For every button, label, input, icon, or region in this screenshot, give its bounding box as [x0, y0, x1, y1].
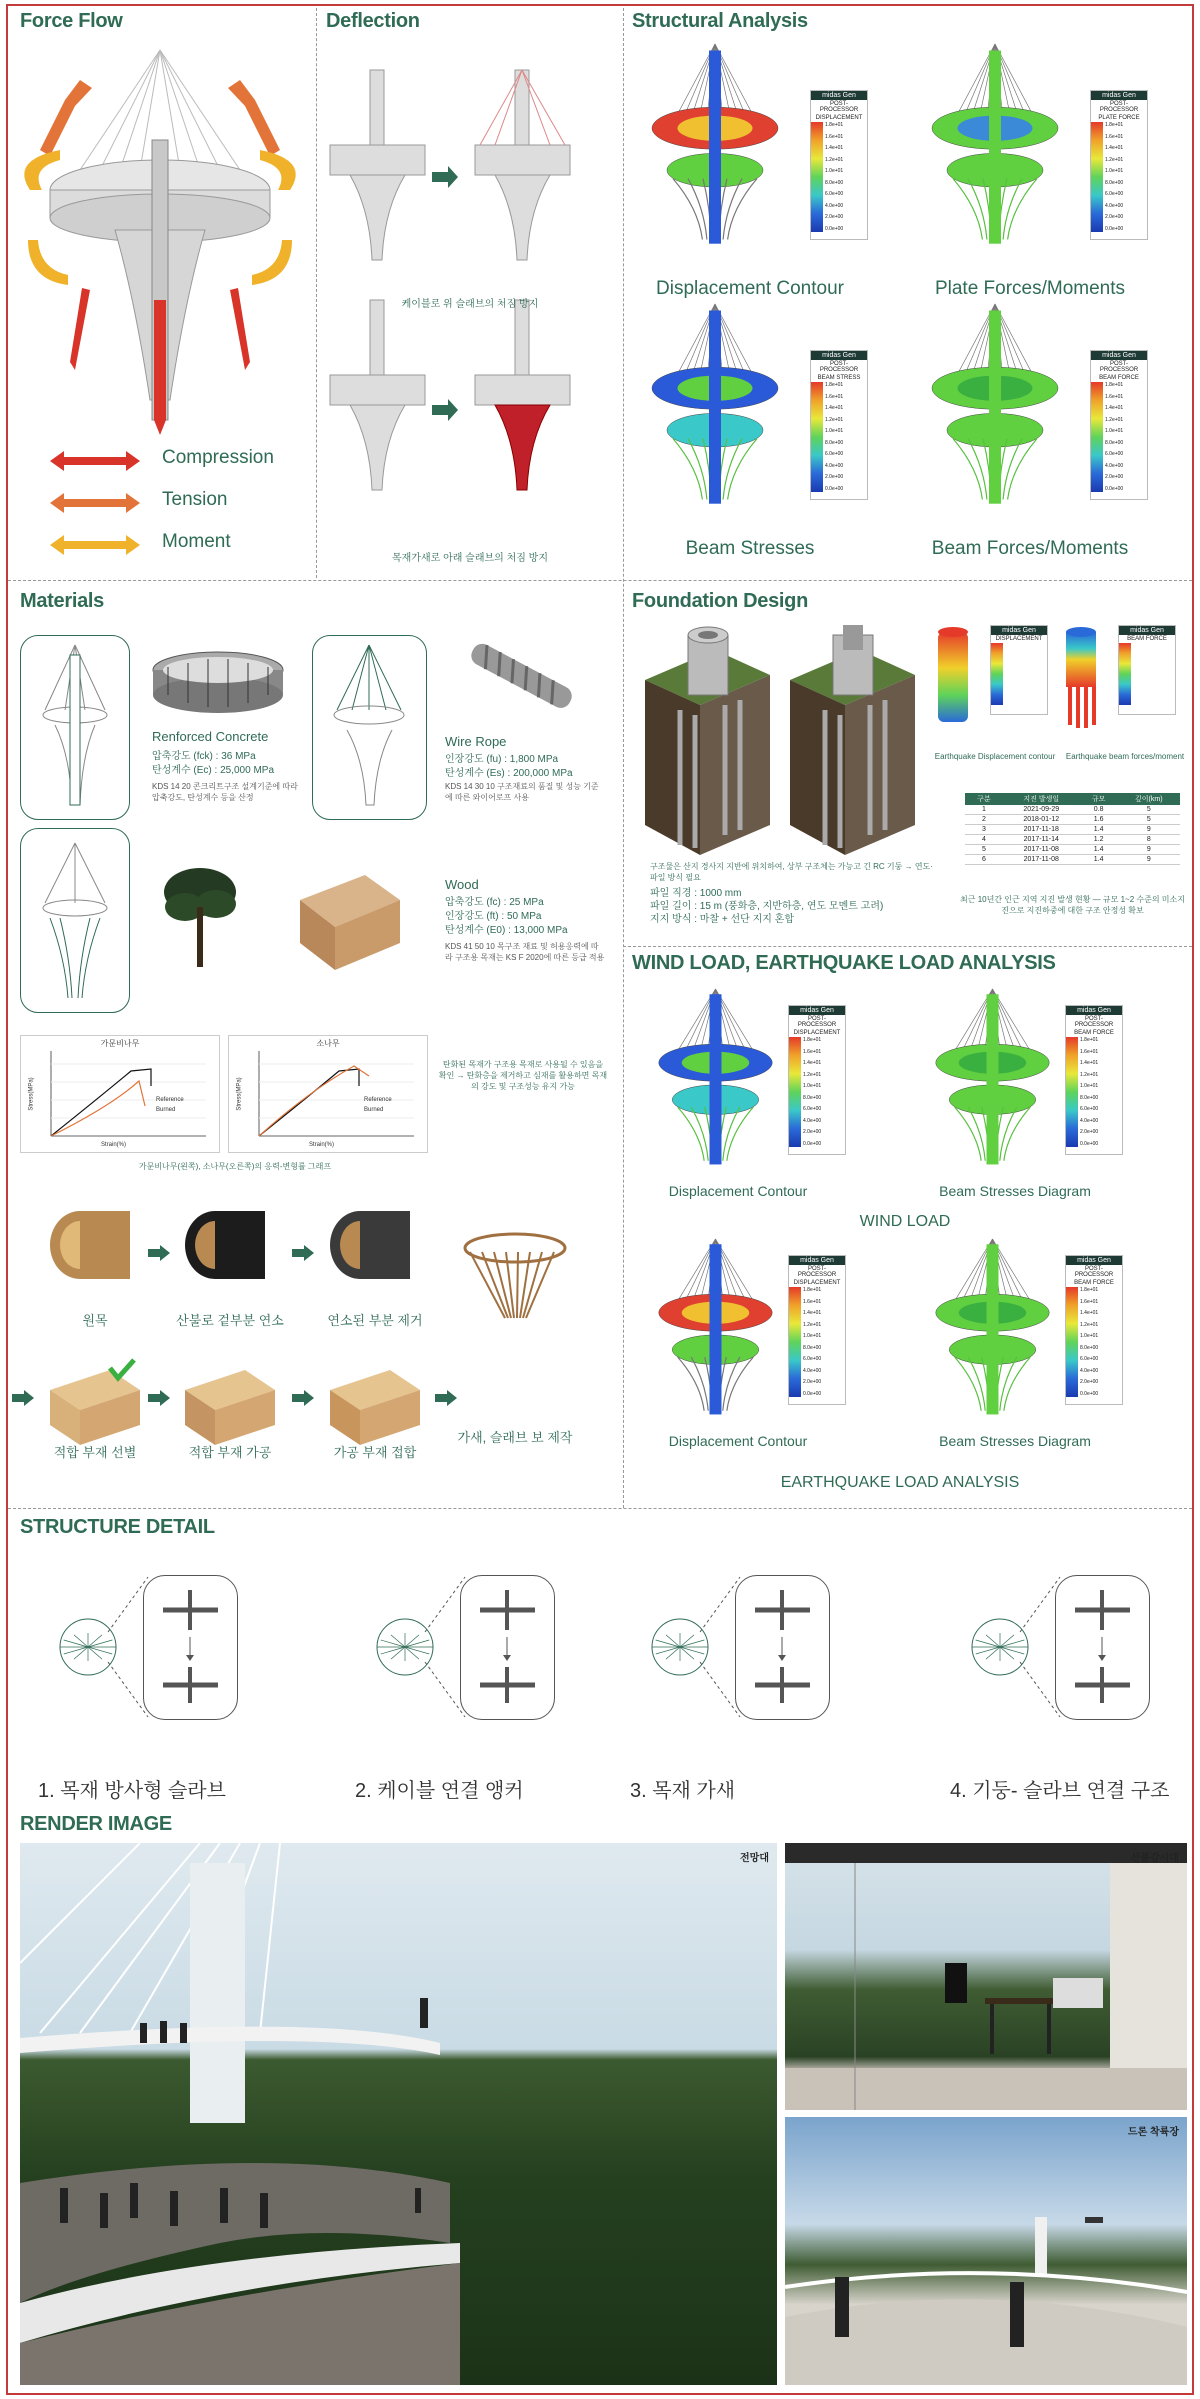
table-cell: 5 — [1118, 815, 1180, 825]
color-legend: midas Gen POST-PROCESSOR BEAM FORCE 1.8e+01 1.6e+01 1.4e+01 1.2e+01 1.0e+01 8.0e+00 6.0e+00 4.0e+00 2.0e+00 0.0e+00 — [1090, 350, 1148, 500]
legend-reference: Reference — [364, 1097, 392, 1103]
force-legend-item — [50, 487, 300, 517]
foundation-legend-2: midas Gen BEAM FORCE — [1118, 625, 1176, 715]
reference-curve — [259, 1069, 359, 1136]
table-cell: 8 — [1118, 835, 1180, 845]
render-drone-pad — [785, 2117, 1187, 2385]
graph-legend — [156, 1096, 184, 1115]
table-row — [965, 825, 1180, 835]
fea-tower-model — [640, 40, 790, 250]
table-cell: 0.8 — [1080, 805, 1118, 815]
structural-caption: Beam Forces/Moments — [931, 538, 1129, 559]
double-arrow-icon — [50, 493, 140, 513]
detail-zoom-drawing — [1055, 1575, 1150, 1720]
fea-tower-model — [925, 1235, 1060, 1420]
rc-title: Renforced Concrete — [152, 729, 269, 744]
table-cell: 2017-11-08 — [1003, 845, 1080, 855]
divider — [623, 946, 1192, 947]
process-step-label: 연소된 부분 제거 — [327, 1313, 423, 1328]
section-title-force-flow: Force Flow — [20, 10, 123, 32]
table-cell: 2017-11-18 — [1003, 825, 1080, 835]
arrow-right-icon — [292, 1245, 314, 1261]
table-cell: 3 — [965, 825, 1003, 835]
foundation-contour-label-2: Earthquake beam forces/moment — [1065, 752, 1185, 761]
force-legend-label: Moment — [162, 531, 231, 552]
table-cell: 2017-11-14 — [1003, 835, 1080, 845]
process-step-image — [175, 1360, 285, 1450]
wood-line-1: 압축강도 (fc) : 25 MPa — [445, 897, 544, 908]
table-row — [965, 815, 1180, 825]
table-cell: 9 — [1118, 855, 1180, 865]
stress-strain-graph — [20, 1035, 220, 1153]
table-cell: 9 — [1118, 845, 1180, 855]
process-step-label: 적합 부재 선별 — [53, 1445, 137, 1460]
graph-xlabel: Strain(%) — [101, 1142, 127, 1148]
table-cell: 2 — [965, 815, 1003, 825]
arrow-right-icon — [435, 1390, 457, 1406]
process-step-label: 산불로 겉부분 연소 — [176, 1313, 284, 1328]
process-step-label: 적합 부재 가공 — [188, 1445, 272, 1460]
foundation-spec-3: 지지 방식 : 마찰 + 선단 지지 혼합 — [650, 914, 794, 925]
table-row — [965, 835, 1180, 845]
graph-legend — [364, 1096, 392, 1115]
wire-line-2: 탄성계수 (Es) : 200,000 MPa — [445, 768, 573, 779]
force-legend-label: Tension — [162, 489, 228, 510]
legend-burned: Burned — [364, 1106, 384, 1113]
graph-caption: 가문비나무(왼쪽), 소나무(오른쪽)의 응력-변형률 그래프 — [138, 1162, 332, 1171]
graph-title: 소나무 — [316, 1039, 340, 1048]
render-fire-watch — [785, 1843, 1187, 2110]
render-tag-drone-pad: 드론 착륙장 — [1127, 2127, 1179, 2138]
structural-caption: Beam Stresses — [685, 538, 815, 559]
force-legend-item — [50, 445, 300, 475]
process-step-label: 원목 — [82, 1313, 108, 1328]
rc-model-icon — [20, 635, 130, 820]
detail-caption: 3. 목재 가새 — [630, 1780, 736, 1802]
graph-plot — [21, 1036, 221, 1154]
render-tag-observatory: 전망대 — [740, 1853, 769, 1864]
table-cell: 1.4 — [1080, 825, 1118, 835]
color-legend: midas Gen POST-PROCESSOR BEAM FORCE 1.8e+01 1.6e+01 1.4e+01 1.2e+01 1.0e+01 8.0e+00 6.0e+00 4.0e+00 2.0e+00 0.0e+00 — [1065, 1005, 1123, 1155]
fea-tower-model — [920, 300, 1070, 510]
arrow-right-icon — [148, 1245, 170, 1261]
color-legend: midas Gen POST-PROCESSOR BEAM STRESS 1.8e+01 1.6e+01 1.4e+01 1.2e+01 1.0e+01 8.0e+00 6.0e+00 4.0e+00 2.0e+00 0.0e+00 — [810, 350, 868, 500]
table-cell: 4 — [965, 835, 1003, 845]
rc-line-2: 탄성계수 (Ec) : 25,000 MPa — [152, 765, 275, 776]
double-arrow-icon — [50, 535, 140, 555]
color-legend: midas Gen POST-PROCESSOR DISPLACEMENT 1.8e+01 1.6e+01 1.4e+01 1.2e+01 1.0e+01 8.0e+00 6.0e+00 4.0e+00 2.0e+00 0.0e+00 — [788, 1255, 846, 1405]
process-step-image — [175, 1205, 285, 1295]
wire-note: KDS 14 30 10 구조재료의 품질 및 성능 기준에 따른 와이어로프 사용 — [445, 782, 599, 802]
render-tag-fire-watch: 산불감시대 — [1130, 1853, 1179, 1864]
color-legend: midas Gen POST-PROCESSOR DISPLACEMENT 1.8e+01 1.6e+01 1.4e+01 1.2e+01 1.0e+01 8.0e+00 6.0e+00 4.0e+00 2.0e+00 0.0e+00 — [788, 1005, 846, 1155]
table-cell: 2021-09-29 — [1003, 805, 1080, 815]
wind-eq-caption: Beam Stresses Diagram — [939, 1183, 1091, 1199]
wood-model-icon — [20, 828, 130, 1013]
wood-title: Wood — [445, 877, 479, 892]
detail-caption: 1. 목재 방사형 슬라브 — [38, 1780, 226, 1802]
table-header: 깊이(km) — [1118, 793, 1180, 805]
fea-tower-model — [925, 985, 1060, 1170]
section-title-wind-eq: WIND LOAD, EARTHQUAKE LOAD ANALYSIS — [632, 952, 1056, 974]
wind-eq-caption: Displacement Contour — [668, 1433, 808, 1449]
foundation-desc: 구조물은 산지 경사지 지반에 위치하여, 상부 구조체는 가능고 긴 RC 기둥 → 연도·파일 방식 필요 — [650, 862, 933, 882]
section-title-foundation: Foundation Design — [632, 590, 808, 612]
force-flow-diagram — [20, 40, 310, 420]
detail-caption: 2. 케이블 연결 앵커 — [355, 1780, 524, 1802]
table-header: 구분 — [965, 793, 1003, 805]
earthquake-table-note: 최근 10년간 인근 지역 지진 발생 현황 — 규모 1~2 수준의 미소지진으로 지진하중에 대한 구조 안정성 확보 — [960, 895, 1185, 915]
section-title-structure-detail: STRUCTURE DETAIL — [20, 1516, 215, 1538]
earthquake-load-label: EARTHQUAKE LOAD ANALYSIS — [780, 1474, 1020, 1491]
divider — [8, 580, 1192, 581]
table-cell: 2018-01-12 — [1003, 815, 1080, 825]
arrow-right-icon — [12, 1390, 34, 1406]
arrow-right-icon — [148, 1390, 170, 1406]
color-legend: midas Gen POST-PROCESSOR PLATE FORCE 1.8e+01 1.6e+01 1.4e+01 1.2e+01 1.0e+01 8.0e+00 6.0e+00 4.0e+00 2.0e+00 0.0e+00 — [1090, 90, 1148, 240]
arrow-right-icon — [292, 1390, 314, 1406]
divider — [8, 1508, 1192, 1509]
rc-ring-image — [148, 645, 288, 715]
table-header: 지진 발생일 — [1003, 793, 1080, 805]
wind-eq-caption: Beam Stresses Diagram — [939, 1433, 1091, 1449]
double-arrow-icon — [50, 451, 140, 471]
wood-beam-image — [295, 865, 405, 975]
process-step-label: 가공 부재 접합 — [333, 1445, 417, 1460]
wire-line-1: 인장강도 (fu) : 1,800 MPa — [445, 754, 559, 765]
rc-note: KDS 14 20 콘크리트구조 설계기준에 따라 압축강도, 탄성계수 등을 산정 — [152, 782, 298, 802]
legend-burned: Burned — [156, 1106, 176, 1113]
divider — [623, 8, 624, 1508]
process-step-image — [40, 1360, 150, 1450]
force-legend-item — [50, 529, 300, 559]
deflection-caption-1: 케이블로 위 슬래브의 처짐 방지 — [401, 299, 539, 310]
reference-curve — [51, 1069, 151, 1136]
section-title-render: RENDER IMAGE — [20, 1813, 172, 1835]
structural-caption: Plate Forces/Moments — [934, 278, 1126, 299]
wind-load-label: WIND LOAD — [859, 1213, 951, 1230]
section-title-deflection: Deflection — [326, 10, 420, 32]
process-step-label: 가새, 슬래브 보 제작 — [457, 1430, 573, 1445]
structural-caption: Displacement Contour — [656, 278, 844, 299]
divider — [316, 8, 317, 578]
detail-caption: 4. 기둥- 슬라브 연결 구조 — [950, 1780, 1170, 1802]
graph-xlabel: Strain(%) — [309, 1142, 335, 1148]
fea-tower-model — [648, 985, 783, 1170]
graph-note: 탄화된 목재가 구조용 목재로 사용될 수 있음을 확인 → 탄화층을 제거하고 심재를 활용하면 목재의 강도 및 구조성능 유지 가능 — [438, 1060, 608, 1091]
table-row — [965, 855, 1180, 865]
stress-strain-graph — [228, 1035, 428, 1153]
table-cell: 1.6 — [1080, 815, 1118, 825]
wood-line-3: 탄성계수 (E0) : 13,000 MPa — [445, 925, 568, 936]
earthquake-history-table — [965, 793, 1180, 865]
legend-reference: Reference — [156, 1097, 184, 1103]
wind-eq-caption: Displacement Contour — [668, 1183, 808, 1199]
graph-ylabel: Stress(MPa) — [236, 1077, 243, 1111]
table-cell: 1 — [965, 805, 1003, 815]
detail-zoom-drawing — [460, 1575, 555, 1720]
foundation-models — [640, 620, 930, 860]
foundation-legend-1: midas Gen DISPLACEMENT — [990, 625, 1048, 715]
process-step-image — [460, 1230, 570, 1320]
wood-line-2: 인장강도 (ft) : 50 MPa — [445, 911, 542, 922]
wire-title: Wire Rope — [445, 734, 507, 749]
fea-tower-model — [920, 40, 1070, 250]
burned-curve — [259, 1066, 369, 1136]
render-observatory — [20, 1843, 777, 2385]
table-cell: 5 — [1118, 805, 1180, 815]
wire-model-icon — [312, 635, 427, 820]
foundation-spec-1: 파일 직경 : 1000 mm — [650, 888, 742, 899]
burned-curve — [51, 1081, 145, 1136]
check-icon — [110, 1360, 134, 1378]
deflection-caption-2: 목재가새로 아래 슬래브의 처짐 방지 — [391, 553, 548, 564]
graph-ylabel: Stress(MPa) — [28, 1077, 35, 1111]
rc-line-1: 압축강도 (fck) : 36 MPa — [152, 751, 256, 762]
wood-note: KDS 41 50 10 목구조 재료 및 허용응력에 따라 구조용 목재는 KS F 2020에 따른 등급 적용 — [445, 942, 605, 962]
section-title-materials: Materials — [20, 590, 105, 612]
table-cell: 9 — [1118, 825, 1180, 835]
table-row — [965, 845, 1180, 855]
table-cell: 6 — [965, 855, 1003, 865]
graph-plot — [229, 1036, 429, 1154]
process-step-image — [40, 1205, 150, 1295]
table-cell: 1.2 — [1080, 835, 1118, 845]
table-cell: 5 — [965, 845, 1003, 855]
detail-zoom-drawing — [143, 1575, 238, 1720]
force-legend-label: Compression — [162, 447, 274, 468]
fea-tower-model — [648, 1235, 783, 1420]
graph-title: 가문비나무 — [100, 1039, 140, 1048]
table-cell: 1.4 — [1080, 845, 1118, 855]
table-header: 규모 — [1080, 793, 1118, 805]
process-step-image — [320, 1205, 430, 1295]
wire-rope-image — [462, 640, 582, 710]
foundation-spec-2: 파일 길이 : 15 m (풍화층, 지반하층, 연도 모멘트 고려) — [650, 901, 884, 912]
table-cell: 2017-11-08 — [1003, 855, 1080, 865]
process-step-image — [320, 1360, 430, 1450]
tree-image — [160, 862, 240, 972]
fea-tower-model — [640, 300, 790, 510]
foundation-contour-label-1: Earthquake Displacement contour — [934, 752, 1056, 761]
color-legend: midas Gen POST-PROCESSOR DISPLACEMENT 1.8e+01 1.6e+01 1.4e+01 1.2e+01 1.0e+01 8.0e+00 6.0e+00 4.0e+00 2.0e+00 0.0e+00 — [810, 90, 868, 240]
color-legend: midas Gen POST-PROCESSOR BEAM FORCE 1.8e+01 1.6e+01 1.4e+01 1.2e+01 1.0e+01 8.0e+00 6.0e+00 4.0e+00 2.0e+00 0.0e+00 — [1065, 1255, 1123, 1405]
detail-zoom-drawing — [735, 1575, 830, 1720]
section-title-structural-analysis: Structural Analysis — [632, 10, 808, 32]
table-row — [965, 805, 1180, 815]
table-cell: 1.4 — [1080, 855, 1118, 865]
